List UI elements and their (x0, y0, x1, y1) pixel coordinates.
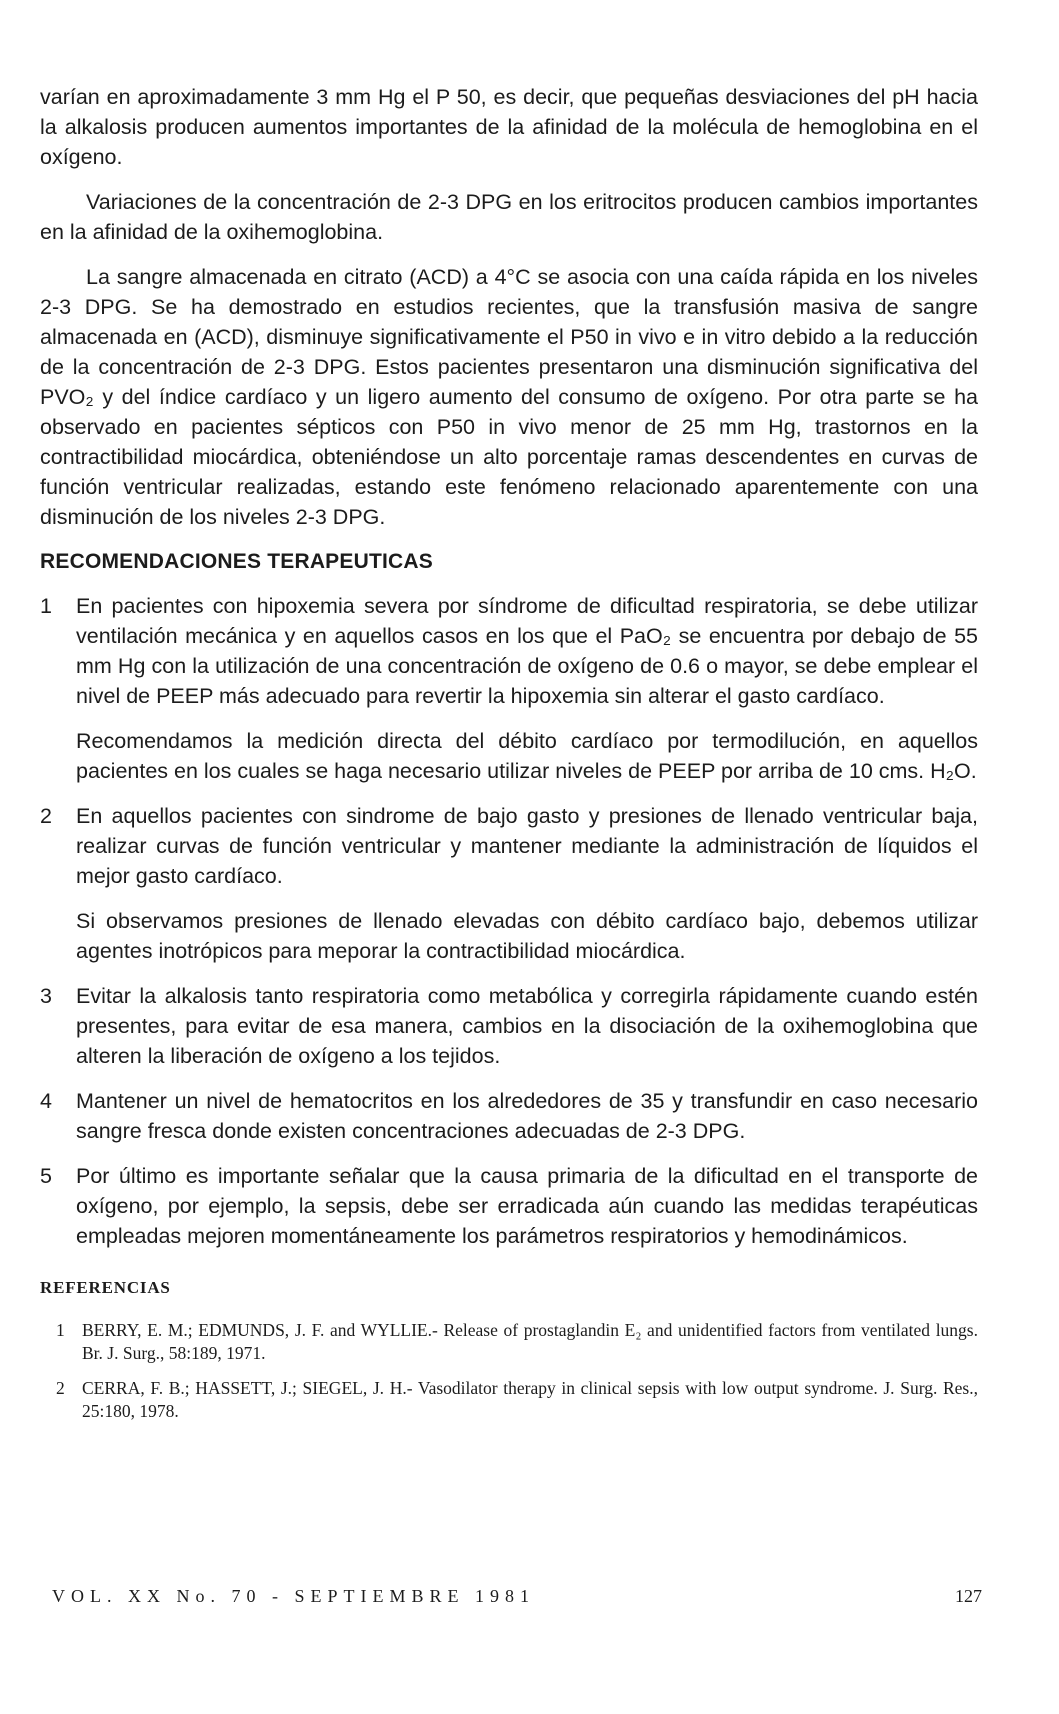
reference-text: BERRY, E. M.; EDMUNDS, J. F. and WYLLIE.- Release of prostaglandin E₂ and unidentified factors from ventilated lungs. Br. J. Surg., 58:189, 1971. (82, 1320, 978, 1363)
reference-item-2 (40, 1377, 978, 1423)
references-heading: REFERENCIAS (40, 1278, 171, 1297)
paragraph-stored-blood: La sangre almacenada en citrato (ACD) a 4°C se asocia con una caída rápida en los niveles 2-3 DPG. Se ha demostrado en estudios recientes, que la transfusión masiva de sangre almacenada en (ACD), disminuye significativamente el P50 in vivo e in vitro debido a la reducción de la concentración de 2-3 DPG. Estos pacientes presentaron una disminución significativa del PVO₂ y del índice cardíaco y un ligero aumento del consumo de oxígeno. Por otra parte se ha observado en pacientes sépticos con P50 in vivo menor de 25 mm Hg, trastornos en la contractibilidad miocárdica, obteniéndose un alto porcentaje ramas descendentes en curvas de función ventricular realizadas, estando este fenómeno relacionado aparentemente con una disminución de los niveles 2-3 DPG. (40, 265, 978, 529)
recommendation-item-4 (40, 1086, 978, 1146)
recommendation-number: 2 (40, 804, 52, 828)
recommendation-text: En pacientes con hipoxemia severa por síndrome de dificultad respiratoria, se debe utilizar ventilación mecánica y en aquellos casos en los que el PaO₂ se encuentra por debajo de 55 mm Hg con la utilización de una concentración de oxígeno de 0.6 o mayor, se debe emplear el nivel de PEEP más adecuado para revertir la hipoxemia sin alterar el gasto cardíaco. (76, 594, 978, 708)
paragraph-p50: varían en aproximadamente 3 mm Hg el P 50, es decir, que pequeñas desviaciones del pH hacia la alkalosis producen aumentos importantes de la afinidad de la molécula de hemoglobina en el oxígeno. (40, 85, 978, 169)
recommendation-item-5 (40, 1161, 978, 1251)
paragraph-dpg-variation: Variaciones de la concentración de 2-3 DPG en los eritrocitos producen cambios importantes en la afinidad de la oxihemoglobina. (40, 190, 978, 244)
recommendation-number: 5 (40, 1164, 52, 1188)
recommendation-item-2 (40, 801, 978, 966)
page-footer (52, 1586, 982, 1607)
recommendation-number: 4 (40, 1089, 52, 1113)
recommendation-text: En aquellos pacientes con sindrome de bajo gasto y presiones de llenado ventricular baja, realizar curvas de función ventricular y mantener mediante la administración de líquidos el mejor gasto cardíaco. (76, 804, 978, 888)
recommendation-text: Evitar la alkalosis tanto respiratoria como metabólica y corregirla rápidamente cuando estén presentes, para evitar de esa manera, cambios en la disociación de la oxihemoglobina que alteren la liberación de oxígeno a los tejidos. (76, 984, 978, 1068)
reference-item-1 (40, 1319, 978, 1365)
recommendation-extra: Si observamos presiones de llenado elevadas con débito cardíaco bajo, debemos utilizar agentes inotrópicos para meporar la contractibilidad miocárdica. (76, 909, 978, 963)
recommendation-item-1 (40, 591, 978, 786)
reference-number: 1 (56, 1320, 65, 1340)
body-text (40, 82, 978, 1435)
recommendation-number: 1 (40, 594, 52, 618)
recommendation-text: Por último es importante señalar que la causa primaria de la dificultad en el transporte de oxígeno, por ejemplo, la sepsis, debe ser erradicada aún cuando las medidas terapéuticas empleadas mejoren momentáneamente los parámetros respiratorios y hemodinámicos. (76, 1164, 978, 1248)
journal-issue: VOL. XX No. 70 - SEPTIEMBRE 1981 (52, 1586, 535, 1606)
reference-number: 2 (56, 1378, 65, 1398)
recommendation-number: 3 (40, 984, 52, 1008)
page-number: 127 (955, 1586, 982, 1606)
recommendation-extra: Recomendamos la medición directa del débito cardíaco por termodilución, en aquellos pacientes en los cuales se haga necesario utilizar niveles de PEEP por arriba de 10 cms. H₂O. (76, 729, 978, 783)
recommendation-text: Mantener un nivel de hematocritos en los alrededores de 35 y transfundir en caso necesario sangre fresca donde existen concentraciones adecuadas de 2-3 DPG. (76, 1089, 978, 1143)
recommendation-item-3 (40, 981, 978, 1071)
reference-text: CERRA, F. B.; HASSETT, J.; SIEGEL, J. H.- Vasodilator therapy in clinical sepsis with low output syndrome. J. Surg. Res., 25:180, 1978. (82, 1378, 978, 1421)
section-heading: RECOMENDACIONES TERAPEUTICAS (40, 550, 433, 573)
